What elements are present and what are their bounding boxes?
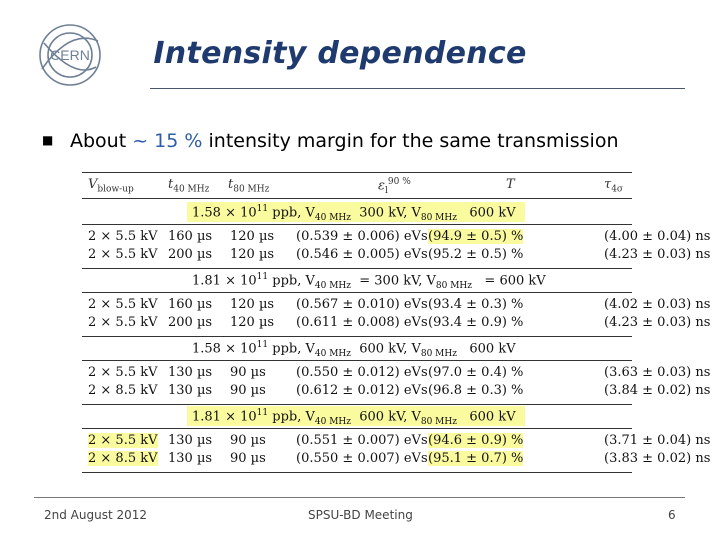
header-transmission: T <box>506 177 515 192</box>
cell-transmission: (96.8 ± 0.3) % <box>428 383 524 398</box>
group-rule <box>82 292 632 293</box>
cell-tau: (4.02 ± 0.03) ns <box>604 297 711 312</box>
cell-vblowup: 2 × 5.5 kV <box>88 297 158 312</box>
cell-emittance: (0.551 ± 0.007) eVs <box>296 433 428 448</box>
cell-transmission: (93.4 ± 0.3) % <box>428 297 524 312</box>
page-number: 6 <box>668 508 676 522</box>
cell-t40: 130 µs <box>168 451 213 466</box>
footer-divider <box>34 497 685 498</box>
group-rule <box>82 428 632 429</box>
cell-emittance: (0.546 ± 0.005) eVs <box>296 247 428 262</box>
header-t80: $t_{80 MHz}$ <box>228 177 270 195</box>
page-title: Intensity dependence <box>153 36 527 71</box>
cell-transmission: (94.9 ± 0.5) % <box>428 229 524 244</box>
cell-t80: 90 µs <box>230 365 266 380</box>
cell-emittance: (0.567 ± 0.010) eVs <box>296 297 428 312</box>
group-label-row <box>82 338 632 358</box>
header-tau: $\tau_{4\sigma}$ <box>604 177 624 195</box>
bullet-square-icon: ■ <box>42 133 54 147</box>
table-bottom-rule <box>82 472 632 473</box>
cell-vblowup: 2 × 8.5 kV <box>88 451 158 466</box>
header-t40: $t_{40 MHz}$ <box>168 177 210 195</box>
cell-tau: (3.63 ± 0.03) ns <box>604 365 711 380</box>
bullet-highlight: ~ 15 % <box>132 130 203 152</box>
table-row <box>82 314 711 332</box>
group-rule <box>82 224 632 225</box>
cell-vblowup: 2 × 5.5 kV <box>88 229 158 244</box>
group-condition-label: $1.81 \times 10^{11}$ ppb, $V_{40 MHz} = 300$ kV, $V_{80 MHz}$ = 600 kV <box>192 272 546 291</box>
cell-t80: 120 µs <box>230 297 275 312</box>
cell-t40: 130 µs <box>168 433 213 448</box>
cell-vblowup: 2 × 5.5 kV <box>88 365 158 380</box>
cell-t80: 120 µs <box>230 229 275 244</box>
group-separator-rule <box>82 404 632 405</box>
cell-transmission: (93.4 ± 0.9) % <box>428 315 524 330</box>
cell-tau: (4.23 ± 0.03) ns <box>604 315 711 330</box>
table-row <box>82 432 711 450</box>
header-emittance: $\varepsilon_l^{90 \%}$ <box>378 177 411 196</box>
group-separator-rule <box>82 268 632 269</box>
cell-transmission: (97.0 ± 0.4) % <box>428 365 524 380</box>
cell-vblowup: 2 × 5.5 kV <box>88 433 158 448</box>
results-table <box>82 170 711 482</box>
cell-tau: (3.84 ± 0.02) ns <box>604 383 711 398</box>
table-row <box>82 246 711 264</box>
group-condition-label: $1.81 \times 10^{11}$ ppb, $V_{40 MHz}$ 600 kV, $V_{80 MHz}$ 600 kV <box>192 408 516 427</box>
bullet-suffix: intensity margin for the same transmission <box>202 130 619 152</box>
table-row <box>82 364 711 382</box>
cell-vblowup: 2 × 8.5 kV <box>88 383 158 398</box>
cell-t40: 200 µs <box>168 315 213 330</box>
header-rule <box>82 198 632 199</box>
table-row <box>82 450 711 468</box>
group-label-row <box>82 270 632 290</box>
cell-t40: 200 µs <box>168 247 213 262</box>
cell-transmission: (94.6 ± 0.9) % <box>428 433 524 448</box>
cell-emittance: (0.550 ± 0.012) eVs <box>296 365 428 380</box>
footer-date: 2nd August 2012 <box>44 508 148 522</box>
cell-t80: 120 µs <box>230 247 275 262</box>
table-row <box>82 228 711 246</box>
cell-vblowup: 2 × 5.5 kV <box>88 315 158 330</box>
cell-vblowup: 2 × 5.5 kV <box>88 247 158 262</box>
group-label-row <box>82 406 632 426</box>
group-label-row <box>82 202 632 222</box>
cell-t80: 90 µs <box>230 433 266 448</box>
cell-emittance: (0.539 ± 0.006) eVs <box>296 229 428 244</box>
cell-transmission: (95.2 ± 0.5) % <box>428 247 524 262</box>
group-condition-label: $1.58 \times 10^{11}$ ppb, $V_{40 MHz}$ 300 kV, $V_{80 MHz}$ 600 kV <box>192 204 516 223</box>
header-vblowup: $V_{blow-up}$ <box>88 177 134 195</box>
cell-t80: 120 µs <box>230 315 275 330</box>
table-row <box>82 296 711 314</box>
title-divider <box>150 88 685 89</box>
bullet-prefix: About <box>70 130 133 152</box>
cell-t40: 130 µs <box>168 365 213 380</box>
footer-meeting: SPSU-BD Meeting <box>308 508 413 522</box>
group-separator-rule <box>82 336 632 337</box>
cell-t80: 90 µs <box>230 451 266 466</box>
bullet-point <box>42 130 619 152</box>
cell-t80: 90 µs <box>230 383 266 398</box>
cell-t40: 160 µs <box>168 297 213 312</box>
cell-tau: (3.71 ± 0.04) ns <box>604 433 711 448</box>
cell-emittance: (0.611 ± 0.008) eVs <box>296 315 428 330</box>
cell-tau: (4.23 ± 0.03) ns <box>604 247 711 262</box>
table-header <box>82 173 632 197</box>
cell-emittance: (0.550 ± 0.007) eVs <box>296 451 428 466</box>
table-row <box>82 382 711 400</box>
cell-t40: 160 µs <box>168 229 213 244</box>
cell-transmission: (95.1 ± 0.7) % <box>428 451 524 466</box>
cell-emittance: (0.612 ± 0.012) eVs <box>296 383 428 398</box>
cell-tau: (3.83 ± 0.02) ns <box>604 451 711 466</box>
logo-text: CERN <box>50 47 90 63</box>
cell-tau: (4.00 ± 0.04) ns <box>604 229 711 244</box>
group-condition-label: $1.58 \times 10^{11}$ ppb, $V_{40 MHz}$ 600 kV, $V_{80 MHz}$ 600 kV <box>192 340 516 359</box>
group-rule <box>82 360 632 361</box>
cell-t40: 130 µs <box>168 383 213 398</box>
